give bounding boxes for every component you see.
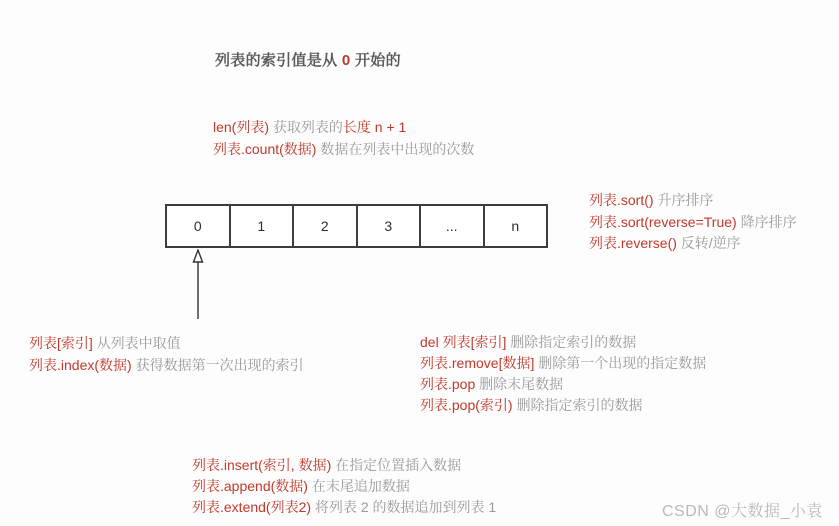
annotation-line bbox=[420, 395, 706, 416]
annotation-segment: 删除指定索引的数据 bbox=[506, 334, 637, 350]
title-suffix: 开始的 bbox=[350, 52, 401, 69]
annotation-segment: 列表.pop(索引) bbox=[420, 397, 513, 413]
annotation-segment: 从列表中取值 bbox=[92, 335, 181, 351]
annotation-segment: 获得数据第一次出现的索引 bbox=[131, 357, 304, 373]
watermark: CSDN @大数据_小袁 bbox=[662, 503, 823, 520]
annotation-segment: 列表.sort(reverse=True) bbox=[589, 213, 737, 230]
length-annotations bbox=[213, 116, 474, 160]
annotation-segment: 删除末尾数据 bbox=[475, 376, 564, 392]
annotation-segment: 数据在列表中出现的次数 bbox=[316, 141, 475, 157]
sort-annotations bbox=[589, 190, 797, 255]
annotation-line bbox=[29, 354, 304, 376]
annotation-line bbox=[420, 353, 706, 374]
annotation-line bbox=[420, 332, 706, 353]
annotation-line bbox=[29, 332, 304, 354]
annotation-segment: 列表.sort() bbox=[589, 192, 654, 208]
annotation-segment: 列表.insert(索引, 数据) bbox=[192, 457, 332, 473]
annotation-segment: 列表.extend(列表2) bbox=[192, 499, 312, 515]
array-cell: 1 bbox=[231, 206, 295, 246]
annotation-segment: 删除第一个出现的指定数据 bbox=[534, 355, 707, 371]
array-cell: ... bbox=[421, 206, 485, 246]
array-diagram bbox=[165, 204, 548, 248]
annotation-segment: 长度 n + 1 bbox=[342, 119, 407, 135]
annotation-line bbox=[192, 497, 496, 518]
annotation-line bbox=[589, 212, 797, 234]
annotation-segment: 列表.append(数据) bbox=[192, 478, 308, 494]
annotation-segment: 在指定位置插入数据 bbox=[331, 457, 462, 473]
diagram-title bbox=[215, 49, 401, 70]
delete-annotations bbox=[420, 332, 706, 416]
annotation-segment: 删除指定索引的数据 bbox=[512, 397, 643, 413]
annotation-segment: 将列表 2 的数据追加到列表 1 bbox=[311, 499, 497, 515]
array-cell: 0 bbox=[167, 206, 231, 246]
annotation-segment: 列表[索引] bbox=[29, 335, 93, 351]
annotation-segment: 降序排序 bbox=[736, 213, 797, 230]
get-annotations bbox=[29, 332, 304, 376]
annotation-line bbox=[213, 116, 474, 138]
annotation-line bbox=[192, 455, 496, 476]
annotation-segment: 获取列表的 bbox=[269, 119, 343, 135]
annotation-segment: 升序排序 bbox=[653, 192, 714, 208]
annotation-line bbox=[192, 476, 496, 497]
annotation-segment: 在末尾追加数据 bbox=[307, 478, 410, 494]
array-cell: 3 bbox=[358, 206, 422, 246]
annotation-line bbox=[213, 138, 474, 160]
annotation-segment: len(列表) bbox=[213, 119, 270, 135]
index-start-value: 0 bbox=[341, 52, 351, 69]
annotation-segment: 列表.remove[数据] bbox=[420, 355, 535, 371]
index-pointer-arrow bbox=[189, 249, 207, 321]
annotation-segment: 列表.pop bbox=[420, 376, 476, 392]
add-annotations bbox=[192, 455, 496, 518]
annotation-segment: 反转/逆序 bbox=[676, 235, 741, 251]
annotation-line bbox=[589, 190, 797, 212]
array-cell: 2 bbox=[294, 206, 358, 246]
annotation-segment: 列表.index(数据) bbox=[29, 357, 132, 373]
array-cell: n bbox=[511, 218, 520, 234]
annotation-line bbox=[420, 374, 706, 395]
annotation-segment: 列表.reverse() bbox=[589, 235, 677, 251]
title-prefix: 列表的索引值是从 bbox=[215, 52, 342, 69]
annotation-line bbox=[589, 233, 797, 255]
annotation-segment: del 列表[索引] bbox=[420, 334, 507, 350]
annotation-segment: 列表.count(数据) bbox=[213, 141, 317, 157]
